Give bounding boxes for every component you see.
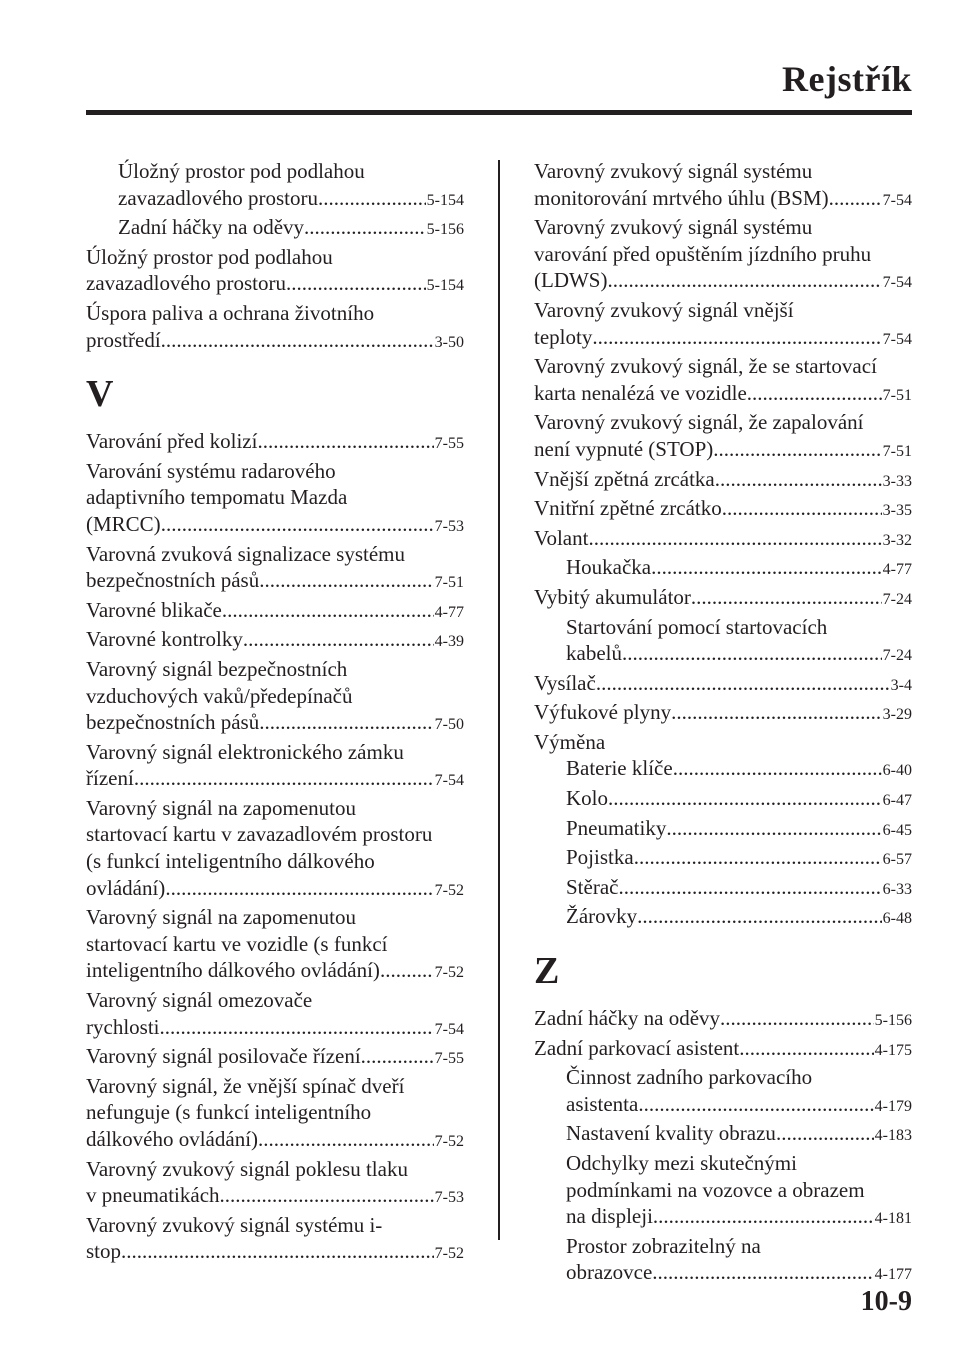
entry-line — [566, 1203, 912, 1233]
dot-leader — [713, 436, 881, 463]
page-reference: 7-54 — [882, 191, 912, 209]
index-entry — [86, 795, 464, 904]
entry-text: Baterie klíče — [566, 756, 673, 781]
entry-text: (MRCC) — [86, 511, 161, 536]
entry-line — [86, 709, 464, 739]
page-reference: 3-35 — [882, 502, 912, 520]
entry-line: Varovný signál bezpečnostních — [86, 656, 348, 681]
entry-line: Varovný zvukový signál systému i- — [86, 1212, 383, 1237]
entry-text: (LDWS) — [534, 268, 608, 293]
entry-text: Pojistka — [566, 845, 634, 870]
page-reference: 4-175 — [874, 1041, 912, 1059]
index-subentry — [534, 1233, 912, 1289]
page-number: 10-9 — [860, 1286, 912, 1317]
entry-line — [566, 554, 912, 584]
dot-leader — [220, 1182, 434, 1209]
dot-leader — [592, 324, 881, 351]
entry-text: zavazadlového prostoru — [118, 185, 319, 210]
entry-text: řízení — [86, 766, 134, 791]
entry-line — [566, 640, 912, 670]
page-reference: 4-39 — [434, 633, 464, 651]
entry-line: startovací kartu ve vozidle (s funkcí — [86, 931, 388, 956]
entry-text: obrazovce — [566, 1260, 653, 1285]
entry-text: stop — [86, 1239, 122, 1264]
entry-text: karta nenalézá ve vozidle — [534, 380, 747, 405]
entry-line — [534, 584, 912, 614]
dot-leader — [588, 525, 881, 552]
page-reference: 4-177 — [874, 1266, 912, 1284]
dot-leader — [652, 1259, 873, 1286]
dot-leader — [243, 626, 434, 653]
entry-line: nefunguje (s funkcí inteligentního — [86, 1100, 372, 1125]
entry-line — [86, 327, 464, 357]
entry-line: startovací kartu v zavazadlovém prostoru — [86, 822, 433, 847]
entry-line: Varovný signál na zapomenutou — [86, 905, 357, 930]
index-entry — [534, 495, 912, 525]
entry-line — [534, 1005, 912, 1035]
dot-leader — [747, 380, 882, 407]
index-entry — [534, 699, 912, 729]
index-entry — [534, 670, 912, 700]
dot-leader — [304, 214, 426, 241]
dot-leader — [318, 185, 426, 212]
page-title: Rejstřík — [782, 59, 912, 99]
index-entry — [86, 987, 464, 1043]
index-subentry — [534, 815, 912, 845]
entry-line — [566, 755, 912, 785]
index-entry — [86, 904, 464, 987]
index-entry — [86, 656, 464, 739]
entry-text: Žárovky — [566, 904, 638, 929]
page-reference: 5-154 — [426, 191, 464, 209]
index-entry — [86, 626, 464, 656]
entry-line — [566, 903, 912, 933]
entry-text: v pneumatikách — [86, 1183, 220, 1208]
page-reference: 4-77 — [434, 603, 464, 621]
entry-line: (s funkcí inteligentního dálkového — [86, 849, 375, 874]
entry-text: inteligentního dálkového ovládání) — [86, 958, 380, 983]
entry-line — [534, 380, 912, 410]
page-reference: 7-54 — [882, 330, 912, 348]
entry-line — [566, 874, 912, 904]
entry-line — [534, 670, 912, 700]
entry-text: není vypnuté (STOP) — [534, 436, 714, 461]
entry-line — [86, 567, 464, 597]
entry-text: Varování před kolizí — [86, 429, 258, 454]
page-reference: 5-156 — [874, 1012, 912, 1030]
entry-line: Varování systému radarového — [86, 458, 336, 483]
entry-text: Kolo — [566, 786, 608, 811]
entry-line — [534, 324, 912, 354]
entry-line: Úložný prostor pod podlahou — [118, 159, 365, 183]
entry-text: kabelů — [566, 641, 622, 666]
page-reference: 6-33 — [882, 880, 912, 898]
index-subentry — [534, 1120, 912, 1150]
entry-text: asistenta — [566, 1091, 639, 1116]
entry-line — [86, 765, 464, 795]
dot-leader — [622, 640, 882, 667]
index-subentry — [534, 755, 912, 785]
index-entry — [86, 458, 464, 541]
entry-text: Vysílač — [534, 670, 596, 695]
index-entry — [534, 297, 912, 353]
entry-line: Prostor zobrazitelný na — [566, 1233, 761, 1258]
index-subentry — [534, 554, 912, 584]
entry-line — [534, 1035, 912, 1065]
index-column-left — [86, 158, 464, 1268]
entry-line: vzduchových vaků/předepínačů — [86, 683, 353, 708]
page-reference: 7-55 — [434, 435, 464, 453]
index-entry — [534, 466, 912, 496]
page-reference: 7-54 — [434, 772, 464, 790]
index-subentry — [534, 1150, 912, 1233]
dot-leader — [715, 466, 882, 493]
dot-leader — [720, 1005, 874, 1032]
index-subentry — [534, 614, 912, 670]
entry-line — [566, 815, 912, 845]
dot-leader — [722, 495, 882, 522]
entry-line — [118, 214, 464, 244]
index-section-letter: V — [86, 373, 114, 416]
index-entry — [86, 739, 464, 795]
entry-line: Varovný signál elektronického zámku — [86, 739, 404, 764]
dot-leader — [653, 1203, 874, 1230]
index-entry — [534, 1035, 912, 1065]
entry-text: Nastavení kvality obrazu — [566, 1121, 776, 1146]
entry-text: Zadní háčky na oděvy — [118, 215, 305, 240]
index-entry — [534, 1005, 912, 1035]
entry-line: Varovný signál, že vnější spínač dveří — [86, 1073, 405, 1098]
entry-line: Startování pomocí startovacích — [566, 614, 828, 639]
dot-leader — [776, 1120, 874, 1147]
entry-text: Vybitý akumulátor — [534, 584, 691, 609]
index-entry — [86, 244, 464, 300]
dot-leader — [161, 327, 434, 354]
entry-line: Varovný zvukový signál vnější — [534, 297, 794, 322]
entry-line: Varovný zvukový signál poklesu tlaku — [86, 1156, 408, 1181]
index-entry — [86, 1156, 464, 1212]
page-reference: 7-50 — [434, 716, 464, 734]
dot-leader — [258, 1126, 434, 1153]
entry-text: Zadní parkovací asistent — [534, 1035, 740, 1060]
entry-text: Výfukové plyny — [534, 700, 672, 725]
entry-text: Pneumatiky — [566, 815, 667, 840]
dot-leader — [259, 567, 433, 594]
entry-text: Varovné kontrolky — [86, 627, 243, 652]
entry-line — [534, 699, 912, 729]
page-reference: 6-45 — [882, 821, 912, 839]
entry-text: Varovné blikače — [86, 597, 222, 622]
dot-leader — [607, 267, 881, 294]
entry-text: Varovný signál posilovače řízení — [86, 1044, 361, 1069]
index-entry — [534, 525, 912, 555]
page-reference: 3-29 — [882, 706, 912, 724]
column-divider — [498, 160, 500, 1240]
index-section-letter: Z — [534, 950, 560, 993]
index-column-right — [534, 158, 912, 1289]
page-reference: 4-77 — [882, 561, 912, 579]
index-entry — [534, 729, 912, 756]
entry-line — [86, 626, 464, 656]
index-subentry — [86, 214, 464, 244]
page-reference: 7-51 — [882, 442, 912, 460]
entry-line: Varovný zvukový signál, že se startovací — [534, 354, 877, 379]
index-entry — [534, 214, 912, 297]
entry-text: Vnitřní zpětné zrcátko — [534, 496, 722, 521]
dot-leader — [638, 1091, 873, 1118]
dot-leader — [222, 597, 434, 624]
page-reference: 6-57 — [882, 851, 912, 869]
entry-text: Volant — [534, 525, 589, 550]
page-reference: 7-52 — [434, 1245, 464, 1263]
index-subentry — [534, 874, 912, 904]
entry-line — [86, 1043, 464, 1073]
index-entry — [534, 353, 912, 409]
entry-line: Odchylky mezi skutečnými — [566, 1151, 797, 1175]
entry-text: rychlosti — [86, 1014, 160, 1039]
dot-leader — [286, 270, 426, 297]
dot-leader — [361, 1043, 434, 1070]
index-entry — [534, 158, 912, 214]
dot-leader — [691, 584, 882, 611]
entry-line: varování před opuštěním jízdního pruhu — [534, 241, 872, 266]
dot-leader — [666, 815, 881, 842]
entry-text: na displeji — [566, 1204, 653, 1229]
page-reference: 3-4 — [890, 676, 912, 694]
page-reference: 7-53 — [434, 517, 464, 535]
dot-leader — [673, 755, 882, 782]
entry-line — [86, 1014, 464, 1044]
index-entry — [86, 541, 464, 597]
page-reference: 7-52 — [434, 1133, 464, 1150]
entry-line — [86, 1182, 464, 1212]
entry-text: Houkačka — [566, 555, 652, 580]
entry-text: Zadní háčky na oděvy — [534, 1006, 721, 1031]
index-entry — [86, 1043, 464, 1073]
page-reference: 5-154 — [426, 277, 464, 295]
entry-line — [534, 495, 912, 525]
index-entry — [86, 300, 464, 356]
dot-leader — [651, 554, 882, 581]
dot-leader — [259, 709, 433, 736]
entry-line — [86, 1238, 464, 1268]
entry-text: teploty — [534, 324, 593, 349]
index-entry — [86, 428, 464, 458]
entry-line — [534, 525, 912, 555]
index-subentry — [534, 1064, 912, 1120]
page-reference: 3-32 — [882, 531, 912, 549]
index-entry — [534, 584, 912, 614]
index-subentry — [86, 158, 464, 214]
index-subentry — [534, 844, 912, 874]
entry-line: Varovný zvukový signál systému — [534, 159, 813, 183]
page-reference: 3-33 — [882, 472, 912, 490]
index-entry — [86, 597, 464, 627]
entry-text: Vnější zpětná zrcátka — [534, 466, 715, 491]
page-reference: 7-55 — [434, 1050, 464, 1068]
page-reference: 5-156 — [426, 221, 464, 239]
dot-leader — [160, 1014, 434, 1041]
entry-line: Varovná zvuková signalizace systému — [86, 541, 405, 566]
entry-line: Varovný signál omezovače — [86, 988, 313, 1013]
dot-leader — [739, 1035, 873, 1062]
dot-leader — [121, 1238, 434, 1265]
dot-leader — [257, 428, 433, 455]
entry-line — [566, 1091, 912, 1121]
index-subentry — [534, 903, 912, 933]
dot-leader — [608, 785, 882, 812]
dot-leader — [161, 511, 434, 538]
dot-leader — [618, 874, 881, 901]
page-reference: 6-47 — [882, 792, 912, 810]
entry-text: Stěrač — [566, 874, 619, 899]
dot-leader — [637, 903, 882, 930]
page-reference: 6-48 — [882, 910, 912, 928]
entry-text: ovládání) — [86, 875, 166, 900]
entry-text: dálkového ovládání) — [86, 1127, 259, 1151]
page-reference: 7-54 — [882, 274, 912, 292]
entry-line — [86, 270, 464, 300]
entry-line — [566, 785, 912, 815]
entry-line — [566, 1120, 912, 1150]
entry-line: Varovný zvukový signál systému — [534, 215, 813, 240]
dot-leader — [380, 957, 434, 984]
entry-line: podmínkami na vozovce a obrazem — [566, 1177, 865, 1202]
entry-line — [86, 875, 464, 905]
dot-leader — [165, 875, 433, 902]
page-reference: 7-52 — [434, 881, 464, 899]
page-reference: 6-40 — [882, 762, 912, 780]
entry-line: adaptivního tempomatu Mazda — [86, 485, 348, 510]
page-reference: 7-53 — [434, 1189, 464, 1207]
page-reference: 4-183 — [874, 1127, 912, 1145]
entry-line — [86, 428, 464, 458]
index-entry — [86, 1212, 464, 1268]
page-reference: 7-54 — [434, 1020, 464, 1038]
page-reference: 7-24 — [882, 590, 912, 608]
entry-line: Varovný zvukový signál, že zapalování — [534, 410, 864, 435]
page-reference: 4-181 — [874, 1210, 912, 1228]
entry-line — [118, 185, 464, 215]
entry-line — [86, 1126, 464, 1156]
entry-text: prostředí — [86, 327, 161, 352]
entry-line: Úspora paliva a ochrana životního — [86, 300, 375, 325]
entry-text: bezpečnostních pásů — [86, 568, 260, 593]
entry-text: zavazadlového prostoru — [86, 271, 287, 296]
page-reference: 3-50 — [434, 333, 464, 351]
page-reference: 7-51 — [882, 386, 912, 404]
dot-leader — [634, 844, 882, 871]
index-entry — [534, 409, 912, 465]
entry-line — [534, 466, 912, 496]
index-entry — [86, 1073, 464, 1156]
entry-text: bezpečnostních pásů — [86, 710, 260, 735]
entry-line — [534, 267, 912, 297]
dot-leader — [829, 185, 882, 212]
entry-line — [566, 1259, 912, 1289]
entry-line: Varovný signál na zapomenutou — [86, 795, 357, 820]
page-reference: 7-51 — [434, 574, 464, 592]
entry-line — [86, 597, 464, 627]
page-reference: 4-179 — [874, 1097, 912, 1115]
page-reference: 7-24 — [882, 647, 912, 665]
dot-leader — [134, 765, 434, 792]
dot-leader — [596, 670, 890, 697]
header-rule — [86, 110, 912, 115]
entry-line — [86, 957, 464, 987]
dot-leader — [671, 699, 882, 726]
index-subentry — [534, 785, 912, 815]
entry-line — [534, 185, 912, 215]
entry-line: Činnost zadního parkovacího — [566, 1065, 813, 1090]
page-reference: 7-52 — [434, 964, 464, 982]
entry-line — [566, 844, 912, 874]
entry-line: Úložný prostor pod podlahou — [86, 244, 333, 269]
entry-text: monitorování mrtvého úhlu (BSM) — [534, 185, 829, 210]
entry-line: Výměna — [534, 729, 606, 754]
entry-line — [86, 511, 464, 541]
entry-line — [534, 436, 912, 466]
